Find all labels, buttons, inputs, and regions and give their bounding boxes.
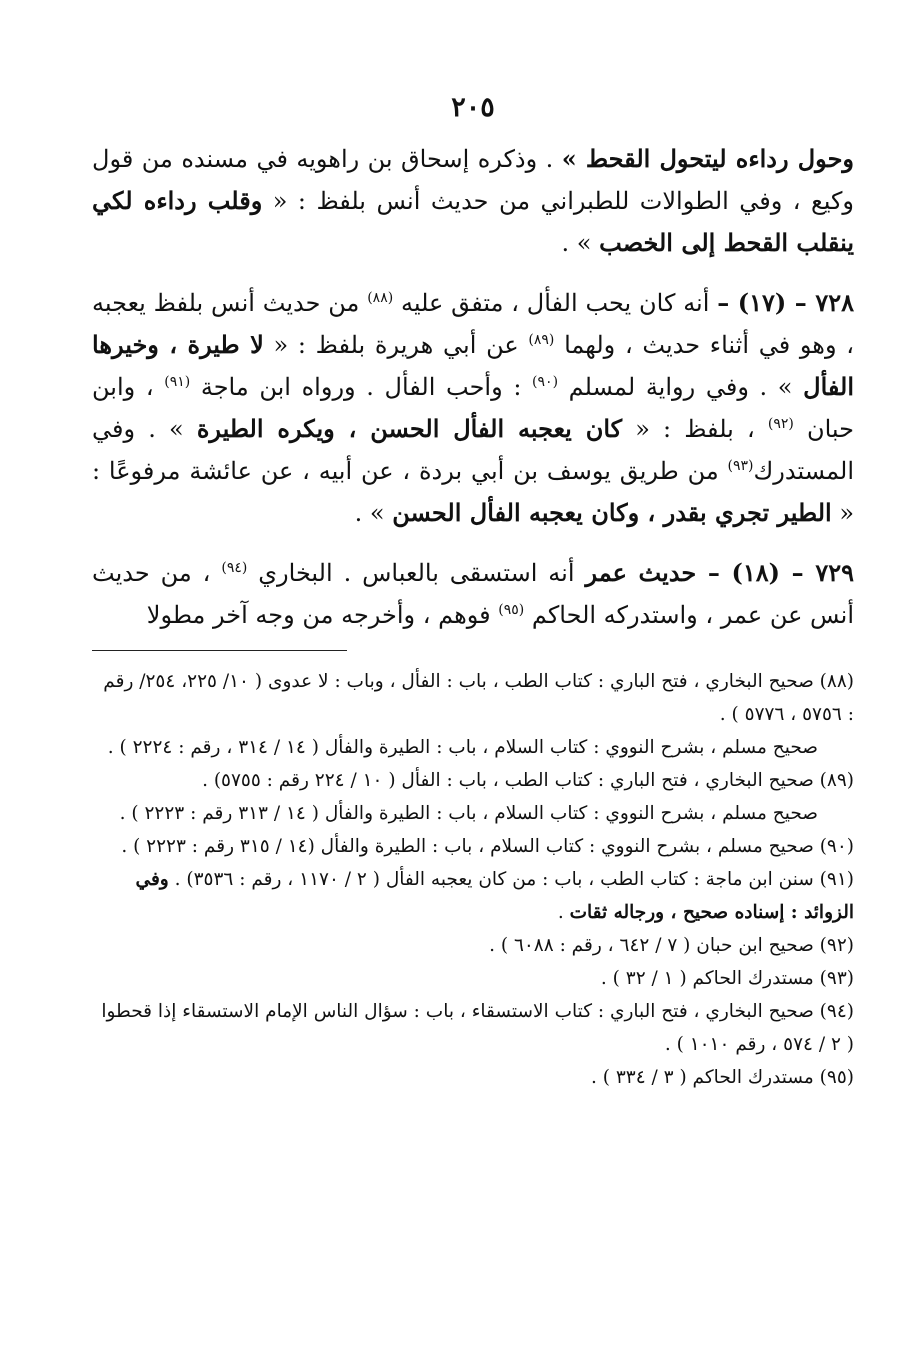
footnotes: [92, 665, 854, 1094]
bold-text: ٧٢٩ – (١٨) – حديث عمر: [585, 558, 855, 587]
text-segment: ، بلفظ : «: [622, 415, 768, 443]
footnote-separator-wrap: [92, 650, 854, 651]
footnote-bold-text: وفي الزوائد : إسناده صحيح ، ورجاله ثقات: [135, 869, 854, 923]
text-segment: أنه استسقى بالعباس . البخاري: [247, 559, 586, 587]
footnote-88-muslim: [92, 731, 854, 764]
footnote-89-muslim: [92, 797, 854, 830]
footnote-ref: (٩٤): [221, 560, 248, 576]
bold-text: وقلب رداءه لكي ينقلب القحط إلى الخصب: [92, 186, 854, 257]
text-segment: ، من حديث أنس عن عمر ، واستدركه الحاكم: [92, 559, 854, 629]
footnote-88: [92, 665, 854, 731]
footnote-ref: (٨٩): [528, 332, 555, 348]
text-segment: » . وفي المستدرك: [92, 415, 854, 485]
footnote-text: (٩٠) صحيح مسلم ، بشرح النووي : كتاب السلام ، باب : الطيرة والفأل (١٤ / ٣١٥ رقم : ٢٢٢٣ ) .: [121, 836, 854, 857]
text-segment: من حديث أنس بلفظ يعجبه ، وهو في أثناء حديث ، ولهما: [92, 289, 854, 359]
footnote-text: صحيح مسلم ، بشرح النووي : كتاب السلام ، باب : الطيرة والفأل ( ١٤ / ٣١٤ ، رقم : ٢٢٢٤ ) .: [107, 737, 818, 758]
text-segment: » .: [354, 499, 393, 527]
footnote-90: [92, 830, 854, 863]
bold-text: الطير تجري بقدر ، وكان يعجبه الفأل الحسن: [392, 498, 832, 527]
footnote-text: (٩٣) مستدرك الحاكم ( ١ / ٣٢ ) .: [600, 968, 854, 989]
footnote-ref: (٩١): [164, 374, 191, 390]
bold-text: ٧٢٨ – (١٧) –: [717, 288, 854, 317]
text-segment: فوهم ، وأخرجه من وجه آخر مطولا: [146, 601, 499, 629]
footnote-ref: (٩٠): [532, 374, 559, 390]
footnote-text: (٨٨) صحيح البخاري ، فتح الباري : كتاب الطب ، باب : الفأل ، وباب : لا عدوى ( ١٠/ ٢٢٥، ٢٥٤/ رقم : ٥٧٥٦ ، ٥٧٧٦ ) .: [103, 671, 854, 725]
footnote-text: صحيح مسلم ، بشرح النووي : كتاب السلام ، باب : الطيرة والفأل ( ١٤ / ٣١٣ رقم : ٢٢٢٣ ) .: [119, 803, 818, 824]
paragraph-729: [92, 552, 854, 636]
text-segment: أنه كان يحب الفأل ، متفق عليه: [393, 289, 718, 317]
bold-text: كان يعجبه الفأل الحسن ، ويكره الطيرة: [196, 414, 623, 443]
footnote-text: (٩٤) صحيح البخاري ، فتح الباري : كتاب الاستسقاء ، باب : سؤال الناس الإمام الاستسقاء إذا قحطوا ( ٢ / ٥٧٤ ، رقم ١٠١٠ ) .: [101, 1001, 854, 1055]
footnote-91: [92, 863, 854, 929]
footnote-94: [92, 995, 854, 1061]
footnote-89: [92, 764, 854, 797]
footnote-95: [92, 1061, 854, 1094]
footnote-text: (٨٩) صحيح البخاري ، فتح الباري : كتاب الطب ، باب : الفأل ( ١٠ / ٢٢٤ رقم : ٥٧٥٥) .: [202, 770, 854, 791]
footnote-text: (٩٥) مستدرك الحاكم ( ٣ / ٣٣٤ ) .: [590, 1067, 854, 1088]
page-number: ٢٠٥: [451, 92, 495, 123]
footnote-text: (٩١) سنن ابن ماجة : كتاب الطب ، باب : من كان يعجبه الفأل ( ٢ / ١١٧٠ ، رقم : ٣٥٣٦) .: [168, 869, 854, 890]
bold-text: لا طيرة ، وخيرها الفأل: [92, 330, 855, 401]
text-segment: عن أبي هريرة بلفظ : «: [263, 331, 529, 359]
footnote-92: [92, 929, 854, 962]
paragraph-1: [92, 138, 854, 264]
text-segment: من طريق يوسف بن أبي بردة ، عن أبيه ، عن عائشة مرفوعًا : «: [92, 457, 854, 527]
text-segment: . وذكره إسحاق بن راهويه في مسنده من قول وكيع ، وفي الطوالات للطبراني من حديث أنس بلفظ : «: [92, 145, 854, 215]
text-segment: : وأحب الفأل . ورواه ابن ماجة: [190, 373, 533, 401]
text-segment: ، وابن حبان: [92, 373, 854, 443]
footnote-text: (٩٢) صحيح ابن حبان ( ٧ / ٦٤٢ ، رقم : ٦٠٨٨ ) .: [489, 935, 854, 956]
paragraph-728: [92, 282, 854, 534]
footnote-93: [92, 962, 854, 995]
main-text: [92, 138, 854, 636]
text-segment: » . وفي رواية لمسلم: [558, 373, 804, 401]
bold-text: وحول رداءه ليتحول القحط »: [561, 144, 854, 173]
footnote-ref: (٩٢): [767, 416, 794, 432]
footnote-tail: .: [557, 902, 570, 923]
footnote-ref: (٩٥): [498, 602, 525, 618]
footnote-ref: (٩٣): [727, 458, 754, 474]
footnote-separator: [92, 650, 347, 651]
text-segment: » .: [561, 229, 600, 257]
footnote-ref: (٨٨): [367, 290, 394, 306]
